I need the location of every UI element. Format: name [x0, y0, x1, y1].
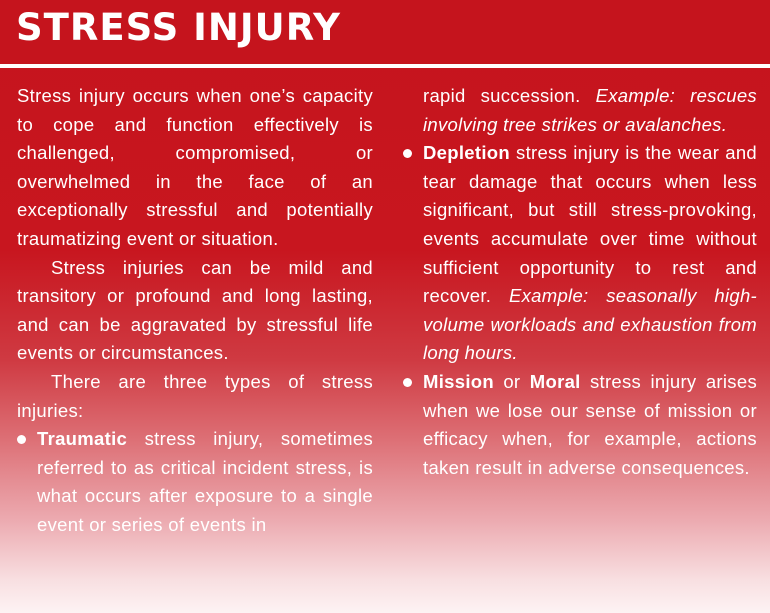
traumatic-description-part1: stress injury, sometimes referred to as critical incident stress, is what occurs after exposure to a single event or series of events in: [37, 428, 373, 535]
term-depletion: Depletion: [423, 142, 510, 164]
traumatic-example: Example: rescues involving tree strikes or avalanches.: [423, 85, 757, 135]
bullet-icon: [403, 378, 412, 387]
paragraph-mild-profound: Stress injuries can be mild and transitory or profound and long lasting, and can be aggravated by stressful life events or circumstances.: [17, 256, 373, 364]
list-item-traumatic: [17, 425, 373, 539]
list-item-mission-moral: [403, 368, 757, 482]
term-traumatic: Traumatic: [37, 428, 128, 450]
mission-moral-description: stress injury arises when we lose our sense of mission or efficacy when, for example, actions taken result in adverse consequences.: [423, 370, 757, 478]
intro-paragraph: Stress injury occurs when one’s capacity to cope and function effectively is challenged, compromised, or overwhelmed in the face of an exceptionally stressful and potentially traumatizing event or situation.: [17, 85, 373, 249]
depletion-example: Example: seasonally high-volume workloads and exhaustion from long hours.: [423, 285, 757, 364]
title-banner: [0, 0, 770, 64]
term-moral: Moral: [529, 370, 581, 392]
right-column: [403, 82, 757, 482]
traumatic-continuation: [403, 82, 757, 139]
list-item-depletion: [403, 139, 757, 368]
page-title: STRESS INJURY: [16, 6, 341, 49]
term-connector: or: [493, 370, 530, 392]
stress-types-list-left: [17, 425, 373, 539]
depletion-description: stress injury is the wear and tear damage that occurs when less significant, but still stress-provoking, events accumulate over time without sufficient opportunity to rest and recover.: [423, 142, 757, 307]
title-divider: [0, 64, 770, 68]
bullet-icon: [17, 435, 26, 444]
bullet-icon: [403, 149, 412, 158]
left-column: [17, 82, 373, 540]
traumatic-description-part2: rapid succession.: [423, 85, 596, 106]
paragraph-three-types: There are three types of stress injuries:: [17, 370, 373, 421]
stress-types-list-right: [403, 139, 757, 482]
term-mission: Mission: [423, 370, 494, 392]
